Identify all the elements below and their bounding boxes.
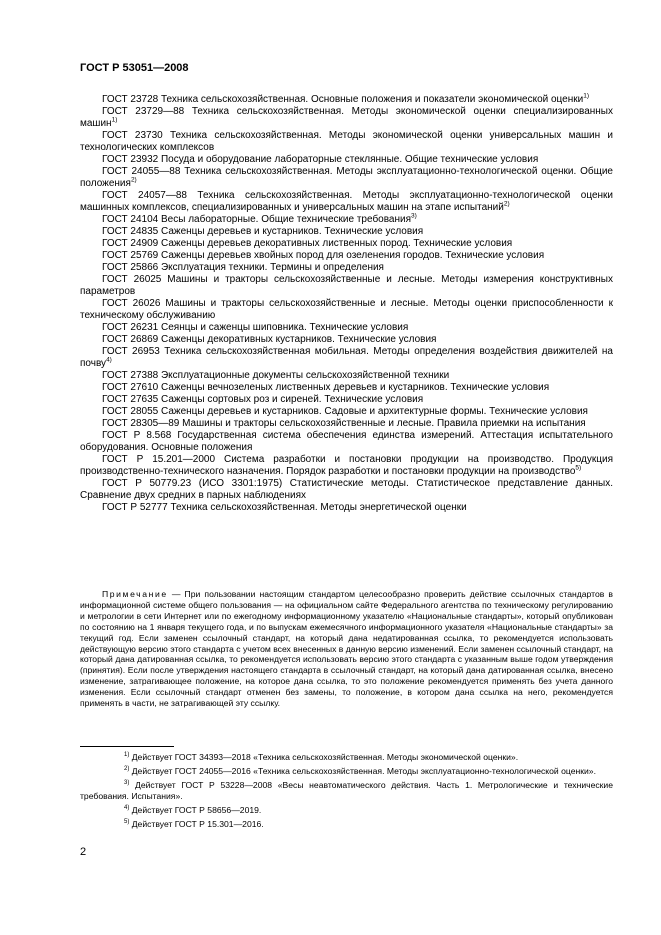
reference-item (80, 502, 613, 514)
reference-item (80, 226, 613, 238)
footnote-number: 5) (124, 819, 130, 826)
footnote-marker: 2) (503, 200, 510, 208)
reference-item (80, 154, 613, 166)
reference-text: ГОСТ 24909 Саженцы деревьев декоративных лиственных пород. Технические условия (102, 238, 513, 249)
footnote-marker: 1) (111, 116, 118, 124)
footnote-text: Действует ГОСТ 24055—2016 «Техника сельскохозяйственная. Методы эксплуатационно-технологической оценки». (131, 766, 596, 776)
reference-text: ГОСТ Р 50779.23 (ИСО 3301:1975) Статистические методы. Статистическое представление данных. Сравнение двух средних в парных наблюдениях (80, 478, 613, 501)
reference-item (80, 346, 613, 370)
reference-item (80, 454, 613, 478)
note-text: — При пользовании настоящим стандартом целесообразно проверить действие ссылочных стандартов в информационной системе общего пользования — на официальном сайте Федерального агентства по техническому регулированию и метрологии в сети Интернет или по ежегодному информационному указателю «Национальные стандарты», который опубликован по состоянию на 1 января текущего года, и по выпускам ежемесячного информационного указателя «Национальные стандарты» за текущий год. Если заменен ссылочный стандарт, на который дана недатированная ссылка, то рекомендуется использовать действующую версию этого стандарта с учетом всех внесенных в данную версию изменений. Если заменен ссылочный стандарт, на который дана датированная ссылка, то рекомендуется использовать версию этого стандарта с указанным выше годом утверждения (принятия). Если после утверждения настоящего стандарта в ссылочный стандарт, на который дана датированная ссылка, внесено изменение, затрагивающее положение, на которое дана ссылка, то это положение рекомендуется применять без учета данного изменения. Если ссылочный стандарт отменен без замены, то положение, в котором дана ссылка на него, рекомендуется применять в части, не затрагивающей эту ссылку. (80, 589, 613, 709)
reference-item (80, 262, 613, 274)
footnote-marker: 1) (583, 92, 590, 100)
footnote-marker: 3) (411, 212, 417, 220)
footnote-item (80, 766, 613, 777)
reference-text: ГОСТ 25769 Саженцы деревьев хвойных пород для озеленения городов. Технические условия (102, 250, 545, 261)
footnote-item (80, 752, 613, 763)
reference-text: ГОСТ 25866 Эксплуатация техники. Термины и определения (102, 262, 384, 273)
reference-text: ГОСТ 23932 Посуда и оборудование лабораторные стеклянные. Общие технические условия (102, 154, 539, 165)
reference-item (80, 298, 613, 322)
reference-item (80, 166, 613, 190)
page-number: 2 (80, 846, 87, 858)
footnote-text: Действует ГОСТ 34393—2018 «Техника сельскохозяйственная. Методы экономической оценки». (131, 752, 519, 762)
reference-item (80, 478, 613, 502)
reference-item (80, 370, 613, 382)
reference-item (80, 94, 613, 106)
reference-item (80, 322, 613, 334)
note-paragraph (80, 589, 613, 709)
reference-text: ГОСТ 28305—89 Машины и тракторы сельскохозяйственные и лесные. Правила приемки на испытания (102, 418, 586, 429)
reference-text: ГОСТ 27388 Эксплуатационные документы сельскохозяйственной техники (102, 370, 450, 381)
footnote-number: 1) (124, 752, 130, 759)
reference-text: ГОСТ 24104 Весы лабораторные. Общие технические требования (102, 214, 412, 225)
reference-text: ГОСТ 23728 Техника сельскохозяйственная. Основные положения и показатели экономической оценки (102, 94, 584, 105)
reference-item (80, 130, 613, 154)
reference-text: ГОСТ 24055—88 Техника сельскохозяйственная. Методы эксплуатационно-технологической оценки. Общие положения (80, 166, 613, 189)
footnote-number: 2) (124, 766, 130, 773)
footnote-text: Действует ГОСТ Р 58656—2019. (131, 805, 262, 815)
footnotes-list (80, 752, 613, 833)
footnote-item (80, 780, 613, 802)
footnote-marker: 4) (106, 356, 112, 364)
reference-text: ГОСТ 26953 Техника сельскохозяйственная мобильная. Методы определения воздействия движителей на почву (80, 346, 613, 369)
footnote-marker: 5) (575, 464, 582, 472)
reference-text: ГОСТ 23729—88 Техника сельскохозяйственная. Методы экономической оценки специализированных машин (80, 106, 613, 129)
footnote-text: Действует ГОСТ Р 15.301—2016. (131, 819, 264, 829)
reference-text: ГОСТ 27610 Саженцы вечнозеленых лиственных деревьев и кустарников. Технические условия (102, 382, 550, 393)
reference-text: ГОСТ Р 15.201—2000 Система разработки и постановки продукции на производство. Продукция производственно-технического назначения. Порядок разработки и постановки продукции на производство (80, 454, 613, 477)
reference-item (80, 214, 613, 226)
reference-text: ГОСТ 26231 Сеянцы и саженцы шиповника. Технические условия (102, 322, 409, 333)
reference-item (80, 430, 613, 454)
reference-text: ГОСТ Р 52777 Техника сельскохозяйственная. Методы энергетической оценки (102, 502, 467, 513)
reference-item (80, 418, 613, 430)
footnote-number: 4) (124, 805, 130, 812)
footnote-item (80, 819, 613, 830)
reference-text: ГОСТ 26869 Саженцы декоративных кустарников. Технические условия (102, 334, 437, 345)
document-header: ГОСТ Р 53051—2008 (80, 62, 189, 74)
reference-item (80, 274, 613, 298)
reference-text: ГОСТ 24835 Саженцы деревьев и кустарников. Технические условия (102, 226, 424, 237)
reference-item (80, 190, 613, 214)
reference-item (80, 106, 613, 130)
reference-item (80, 334, 613, 346)
footnote-marker: 2) (130, 176, 137, 184)
reference-text: ГОСТ 23730 Техника сельскохозяйственная. Методы экономической оценки универсальных машин и технологических комплексов (80, 130, 613, 153)
reference-text: ГОСТ Р 8.568 Государственная система обеспечения единства измерений. Аттестация испытательного оборудования. Основные положения (80, 430, 613, 453)
reference-item (80, 382, 613, 394)
reference-item (80, 238, 613, 250)
note-block (80, 589, 613, 709)
footnote-divider (80, 746, 174, 747)
footnote-item (80, 805, 613, 816)
footnote-number: 3) (124, 780, 130, 787)
reference-text: ГОСТ 26026 Машины и тракторы сельскохозяйственные и лесные. Методы оценки приспособленности к техническому обслуживанию (80, 298, 613, 321)
reference-text: ГОСТ 24057—88 Техника сельскохозяйственная. Методы эксплуатационно-технологической оценки машинных комплексов, специализированных и универсальных машин на этапе испытаний (80, 190, 613, 213)
footnote-text: Действует ГОСТ Р 53228—2008 «Весы неавтоматического действия. Часть 1. Метрологические и технические требования. Испытания». (80, 780, 614, 801)
normative-references-list (80, 94, 613, 514)
reference-text: ГОСТ 27635 Саженцы сортовых роз и сиреней. Технические условия (102, 394, 424, 405)
reference-item (80, 406, 613, 418)
reference-text: ГОСТ 28055 Саженцы деревьев и кустарников. Садовые и архитектурные формы. Технические условия (102, 406, 588, 417)
note-label: Примечание (102, 589, 168, 599)
reference-item (80, 250, 613, 262)
reference-item (80, 394, 613, 406)
reference-text: ГОСТ 26025 Машины и тракторы сельскохозяйственные и лесные. Методы измерения конструктивных параметров (80, 274, 613, 297)
